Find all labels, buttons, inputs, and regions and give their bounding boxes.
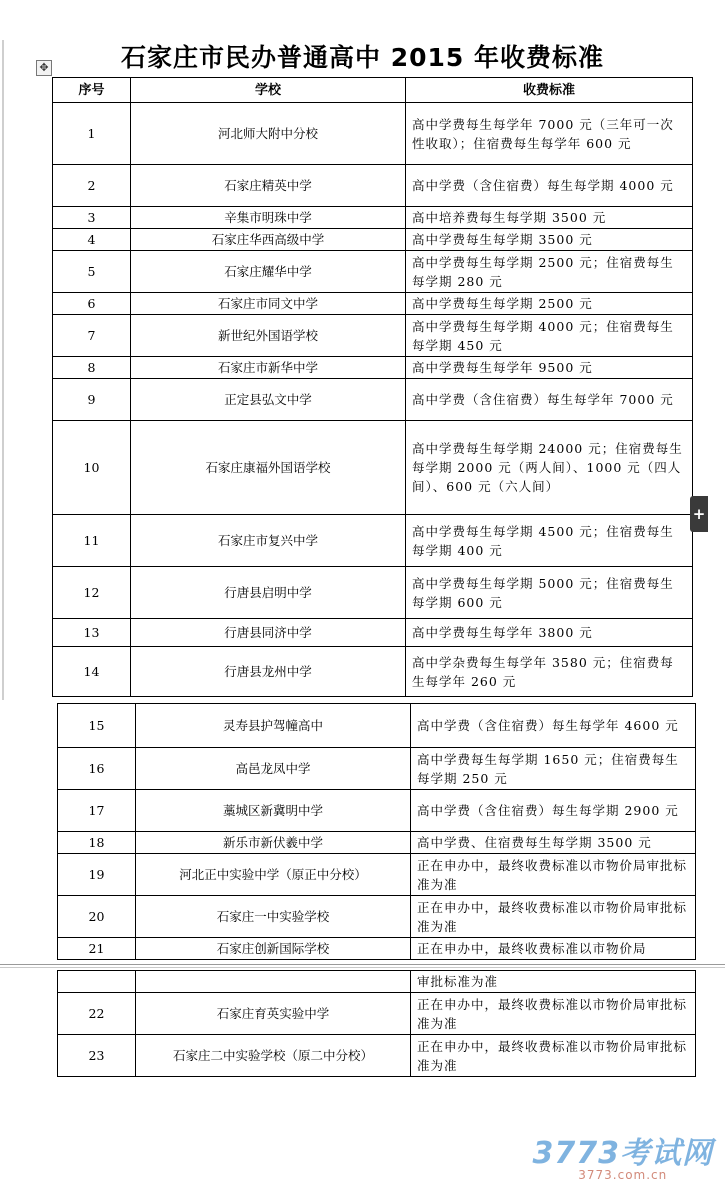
row-school: 石家庄康福外国语学校 bbox=[131, 421, 406, 515]
row-fee: 正在申办中，最终收费标准以市物价局审批标准为准 bbox=[411, 896, 696, 938]
row-no: 7 bbox=[53, 315, 131, 357]
row-fee: 审批标准为准 bbox=[411, 971, 696, 993]
row-no: 9 bbox=[53, 379, 131, 421]
row-no: 13 bbox=[53, 619, 131, 647]
row-fee: 高中学费（含住宿费）每生每学年 7000 元 bbox=[406, 379, 693, 421]
table-header-row bbox=[53, 78, 693, 103]
row-school bbox=[136, 971, 411, 993]
table-row bbox=[58, 832, 696, 854]
row-fee: 高中学费（含住宿费）每生每学期 4000 元 bbox=[406, 165, 693, 207]
table-row bbox=[53, 229, 693, 251]
row-fee: 高中学费每生每学年 3800 元 bbox=[406, 619, 693, 647]
row-no: 12 bbox=[53, 567, 131, 619]
row-no: 6 bbox=[53, 293, 131, 315]
row-school: 辛集市明珠中学 bbox=[131, 207, 406, 229]
table-row bbox=[53, 293, 693, 315]
row-no bbox=[58, 971, 136, 993]
table-row bbox=[53, 567, 693, 619]
table-row bbox=[58, 854, 696, 896]
row-no: 17 bbox=[58, 790, 136, 832]
row-school: 石家庄市新华中学 bbox=[131, 357, 406, 379]
row-fee: 高中学费、住宿费每生每学期 3500 元 bbox=[411, 832, 696, 854]
row-fee: 正在申办中，最终收费标准以市物价局审批标准为准 bbox=[411, 854, 696, 896]
row-school: 藁城区新冀明中学 bbox=[136, 790, 411, 832]
row-fee: 正在申办中，最终收费标准以市物价局审批标准为准 bbox=[411, 1035, 696, 1077]
row-school: 石家庄育英实验中学 bbox=[136, 993, 411, 1035]
row-fee: 高中学费每生每学期 5000 元；住宿费每生每学期 600 元 bbox=[406, 567, 693, 619]
row-no: 18 bbox=[58, 832, 136, 854]
row-no: 23 bbox=[58, 1035, 136, 1077]
row-school: 行唐县启明中学 bbox=[131, 567, 406, 619]
row-no: 15 bbox=[58, 704, 136, 748]
table-row bbox=[53, 207, 693, 229]
fee-table-page-3 bbox=[57, 970, 696, 1077]
row-no: 2 bbox=[53, 165, 131, 207]
table-row bbox=[53, 165, 693, 207]
row-fee: 高中学费每生每学期 3500 元 bbox=[406, 229, 693, 251]
left-margin-bar bbox=[2, 40, 4, 700]
header-fee: 收费标准 bbox=[406, 78, 693, 103]
site-watermark-logo bbox=[533, 1128, 714, 1182]
table-row bbox=[53, 379, 693, 421]
row-fee: 高中学杂费每生每学年 3580 元；住宿费每生每学年 260 元 bbox=[406, 647, 693, 697]
table-row bbox=[58, 704, 696, 748]
header-school: 学校 bbox=[131, 78, 406, 103]
row-fee: 高中学费每生每学年 7000 元（三年可一次性收取）；住宿费每生每学年 600 元 bbox=[406, 103, 693, 165]
table-row bbox=[53, 357, 693, 379]
table-row bbox=[58, 748, 696, 790]
table-row bbox=[58, 896, 696, 938]
row-fee: 高中学费（含住宿费）每生每学年 4600 元 bbox=[411, 704, 696, 748]
row-no: 14 bbox=[53, 647, 131, 697]
table-row bbox=[58, 790, 696, 832]
row-no: 21 bbox=[58, 938, 136, 960]
row-fee: 高中学费每生每学期 1650 元；住宿费每生每学期 250 元 bbox=[411, 748, 696, 790]
table-row bbox=[53, 515, 693, 567]
row-fee: 正在申办中，最终收费标准以市物价局审批标准为准 bbox=[411, 993, 696, 1035]
row-fee: 高中学费每生每学期 24000 元；住宿费每生每学期 2000 元（两人间）、1000 元（四人间）、600 元（六人间） bbox=[406, 421, 693, 515]
row-school: 行唐县龙州中学 bbox=[131, 647, 406, 697]
row-no: 3 bbox=[53, 207, 131, 229]
row-no: 1 bbox=[53, 103, 131, 165]
row-school: 新乐市新伏羲中学 bbox=[136, 832, 411, 854]
table-row bbox=[53, 421, 693, 515]
row-school: 石家庄华西高级中学 bbox=[131, 229, 406, 251]
table-row bbox=[53, 647, 693, 697]
row-no: 19 bbox=[58, 854, 136, 896]
row-school: 新世纪外国语学校 bbox=[131, 315, 406, 357]
table-row bbox=[53, 315, 693, 357]
watermark-main-text: 3773考试网 bbox=[532, 1136, 713, 1171]
table-row bbox=[58, 971, 696, 993]
add-row-icon[interactable]: + bbox=[690, 496, 708, 532]
row-no: 5 bbox=[53, 251, 131, 293]
row-fee: 高中学费每生每学期 2500 元 bbox=[406, 293, 693, 315]
row-school: 石家庄耀华中学 bbox=[131, 251, 406, 293]
row-no: 20 bbox=[58, 896, 136, 938]
table-row bbox=[53, 619, 693, 647]
table-row bbox=[58, 993, 696, 1035]
row-school: 高邑龙凤中学 bbox=[136, 748, 411, 790]
row-no: 16 bbox=[58, 748, 136, 790]
row-school: 灵寿县护驾幢高中 bbox=[136, 704, 411, 748]
document-title: 石家庄市民办普通高中 2015 年收费标准 bbox=[121, 43, 604, 72]
row-school: 石家庄市复兴中学 bbox=[131, 515, 406, 567]
row-school: 河北正中实验中学（原正中分校） bbox=[136, 854, 411, 896]
row-fee: 高中学费每生每学期 4500 元；住宿费每生每学期 400 元 bbox=[406, 515, 693, 567]
watermark-sub-text: 3773.com.cn bbox=[578, 1168, 668, 1182]
row-fee: 高中培养费每生每学期 3500 元 bbox=[406, 207, 693, 229]
row-fee: 高中学费每生每学期 4000 元；住宿费每生每学期 450 元 bbox=[406, 315, 693, 357]
row-fee: 高中学费（含住宿费）每生每学期 2900 元 bbox=[411, 790, 696, 832]
table-row bbox=[58, 1035, 696, 1077]
row-no: 4 bbox=[53, 229, 131, 251]
row-no: 8 bbox=[53, 357, 131, 379]
fee-table-page-1 bbox=[52, 77, 693, 697]
table-row bbox=[53, 251, 693, 293]
row-school: 石家庄市同文中学 bbox=[131, 293, 406, 315]
row-fee: 高中学费每生每学期 2500 元；住宿费每生每学期 280 元 bbox=[406, 251, 693, 293]
row-school: 河北师大附中分校 bbox=[131, 103, 406, 165]
fee-table-page-2 bbox=[57, 703, 696, 960]
row-school: 石家庄二中实验学校（原二中分校） bbox=[136, 1035, 411, 1077]
row-school: 石家庄一中实验学校 bbox=[136, 896, 411, 938]
row-school: 石家庄创新国际学校 bbox=[136, 938, 411, 960]
row-school: 行唐县同济中学 bbox=[131, 619, 406, 647]
table-row bbox=[53, 103, 693, 165]
row-school: 正定县弘文中学 bbox=[131, 379, 406, 421]
row-no: 10 bbox=[53, 421, 131, 515]
table-row bbox=[58, 938, 696, 960]
row-school: 石家庄精英中学 bbox=[131, 165, 406, 207]
row-fee: 正在申办中，最终收费标准以市物价局 bbox=[411, 938, 696, 960]
row-no: 22 bbox=[58, 993, 136, 1035]
header-no: 序号 bbox=[53, 78, 131, 103]
row-fee: 高中学费每生每学年 9500 元 bbox=[406, 357, 693, 379]
table-move-handle-icon[interactable]: ✥ bbox=[36, 60, 52, 76]
row-no: 11 bbox=[53, 515, 131, 567]
